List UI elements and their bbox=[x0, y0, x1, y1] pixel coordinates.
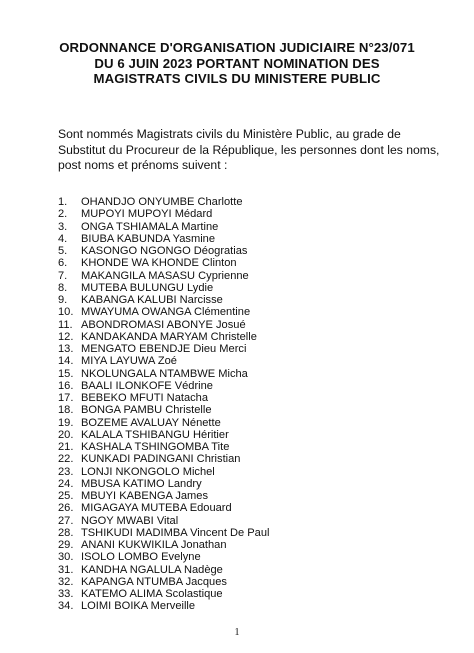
list-item-name: BAALI ILONKOFE Védrine bbox=[81, 379, 213, 392]
list-item-name: MAKANGILA MASASU Cyprienne bbox=[81, 269, 249, 282]
list-item-name: MENGATO EBENDJE Dieu Merci bbox=[81, 343, 247, 355]
list-item-number: 4. bbox=[58, 232, 68, 245]
list-item bbox=[58, 233, 269, 245]
list-item-number: 8. bbox=[58, 281, 68, 294]
list-item-name: ONGA TSHIAMALA Martine bbox=[81, 220, 219, 233]
list-item-name: MUPOYI MUPOYI Médard bbox=[81, 208, 213, 221]
list-item-name: KUNKADI PADINGANI Christian bbox=[81, 453, 241, 466]
list-item-number: 31. bbox=[58, 563, 74, 576]
list-item-number: 2. bbox=[58, 208, 68, 221]
list-item bbox=[58, 429, 269, 441]
list-item bbox=[58, 527, 269, 539]
list-item-name: MIGAGAYA MUTEBA Edouard bbox=[81, 502, 232, 515]
list-item bbox=[58, 331, 269, 343]
list-item-number: 27. bbox=[58, 514, 74, 527]
list-item-name: NKOLUNGALA NTAMBWE Micha bbox=[81, 367, 248, 380]
list-item bbox=[58, 417, 269, 429]
list-item bbox=[58, 539, 269, 551]
list-item-name: KANDHA NGALULA Nadège bbox=[81, 563, 223, 576]
list-item-name: ISOLO LOMBO Evelyne bbox=[81, 551, 201, 564]
list-item-number: 20. bbox=[58, 428, 74, 441]
list-item-number: 23. bbox=[58, 465, 74, 478]
list-item-name: KAPANGA NTUMBA Jacques bbox=[81, 575, 227, 588]
list-item-name: KHONDE WA KHONDE Clinton bbox=[81, 257, 237, 270]
list-item bbox=[58, 564, 269, 576]
intro-line: post noms et prénoms suivent : bbox=[58, 158, 228, 172]
list-item-number: 16. bbox=[58, 379, 74, 392]
list-item bbox=[58, 221, 269, 233]
list-item-number: 3. bbox=[58, 220, 68, 233]
list-item-number: 7. bbox=[58, 269, 68, 282]
magistrate-list bbox=[58, 196, 269, 613]
list-item-number: 33. bbox=[58, 588, 74, 600]
list-item-number: 18. bbox=[58, 404, 74, 417]
list-item-name: LONJI NKONGOLO Michel bbox=[81, 465, 215, 478]
list-item bbox=[58, 306, 269, 318]
list-item-name: BOZEME AVALUAY Nénette bbox=[81, 416, 221, 429]
page-number: 1 bbox=[234, 627, 240, 638]
list-item bbox=[58, 270, 269, 282]
list-item-name: BONGA PAMBU Christelle bbox=[81, 404, 212, 417]
list-item bbox=[58, 478, 269, 490]
list-item bbox=[58, 196, 269, 208]
list-item-number: 12. bbox=[58, 330, 74, 343]
list-item bbox=[58, 380, 269, 392]
list-item-number: 9. bbox=[58, 294, 68, 306]
list-item bbox=[58, 600, 269, 612]
list-item-number: 22. bbox=[58, 453, 74, 466]
list-item-name: TSHIKUDI MADIMBA Vincent De Paul bbox=[81, 526, 270, 539]
list-item-number: 29. bbox=[58, 539, 74, 551]
list-item-number: 5. bbox=[58, 245, 68, 257]
list-item bbox=[58, 551, 269, 563]
list-item bbox=[58, 576, 269, 588]
list-item-number: 11. bbox=[58, 318, 73, 331]
list-item-number: 24. bbox=[58, 477, 74, 490]
list-item-number: 32. bbox=[58, 575, 74, 588]
list-item bbox=[58, 453, 269, 465]
list-item-number: 13. bbox=[58, 343, 74, 355]
list-item-number: 6. bbox=[58, 257, 68, 270]
list-item-name: ABONDROMASI ABONYE Josué bbox=[81, 318, 246, 331]
list-item-name: KASHALA TSHINGOMBA Tite bbox=[81, 441, 230, 453]
list-item bbox=[58, 355, 269, 367]
list-item bbox=[58, 208, 269, 220]
document-title bbox=[30, 40, 444, 87]
list-item-number: 30. bbox=[58, 551, 74, 564]
list-item-name: OHANDJO ONYUMBE Charlotte bbox=[81, 196, 243, 208]
list-item-name: ANANI KUKWIKILA Jonathan bbox=[81, 539, 227, 551]
list-item-number: 10. bbox=[58, 306, 74, 319]
list-item-number: 34. bbox=[58, 600, 74, 613]
list-item-name: MBUSA KATIMO Landry bbox=[81, 477, 202, 490]
list-item bbox=[58, 490, 269, 502]
list-item-name: NGOY MWABI Vital bbox=[81, 514, 179, 527]
intro-paragraph bbox=[58, 127, 448, 174]
list-item bbox=[58, 515, 269, 527]
list-item-name: KANDAKANDA MARYAM Christelle bbox=[81, 330, 257, 343]
title-line: MAGISTRATS CIVILS DU MINISTERE PUBLIC bbox=[93, 71, 381, 86]
list-item bbox=[58, 441, 269, 453]
list-item bbox=[58, 404, 269, 416]
list-item bbox=[58, 245, 269, 257]
list-item-number: 17. bbox=[58, 392, 74, 404]
list-item bbox=[58, 502, 269, 514]
list-item-name: MBUYI KABENGA James bbox=[81, 490, 208, 502]
list-item-name: MIYA LAYUWA Zoé bbox=[81, 355, 177, 368]
title-line: ORDONNANCE D'ORGANISATION JUDICIAIRE N°23/071 bbox=[59, 40, 415, 55]
list-item-number: 15. bbox=[58, 367, 74, 380]
list-item-number: 21. bbox=[58, 441, 74, 453]
list-item bbox=[58, 466, 269, 478]
list-item bbox=[58, 282, 269, 294]
list-item-name: KABANGA KALUBI Narcisse bbox=[81, 294, 223, 306]
list-item-number: 19. bbox=[58, 416, 74, 429]
list-item bbox=[58, 392, 269, 404]
list-item-name: MUTEBA BULUNGU Lydie bbox=[81, 281, 214, 294]
list-item-number: 14. bbox=[58, 355, 74, 368]
list-item bbox=[58, 343, 269, 355]
list-item-number: 28. bbox=[58, 526, 74, 539]
list-item bbox=[58, 294, 269, 306]
list-item-number: 1. bbox=[58, 196, 68, 208]
list-item bbox=[58, 368, 269, 380]
intro-line: Substitut du Procureur de la République, les personnes dont les noms, bbox=[58, 142, 440, 157]
list-item bbox=[58, 588, 269, 600]
list-item-name: LOIMI BOIKA Merveille bbox=[81, 600, 196, 613]
list-item-name: KATEMO ALIMA Scolastique bbox=[81, 588, 223, 600]
list-item-name: MWAYUMA OWANGA Clémentine bbox=[81, 306, 251, 319]
list-item-name: KALALA TSHIBANGU Héritier bbox=[81, 428, 229, 441]
list-item bbox=[58, 257, 269, 269]
list-item bbox=[58, 319, 269, 331]
list-item-name: BEBEKO MFUTI Natacha bbox=[81, 392, 208, 404]
list-item-name: BIUBA KABUNDA Yasmine bbox=[81, 232, 216, 245]
list-item-number: 26. bbox=[58, 502, 74, 515]
list-item-name: KASONGO NGONGO Déogratias bbox=[81, 245, 248, 257]
title-line: DU 6 JUIN 2023 PORTANT NOMINATION DES bbox=[94, 55, 380, 71]
list-item-number: 25. bbox=[58, 490, 74, 502]
intro-line: Sont nommés Magistrats civils du Ministère Public, au grade de bbox=[58, 127, 401, 141]
